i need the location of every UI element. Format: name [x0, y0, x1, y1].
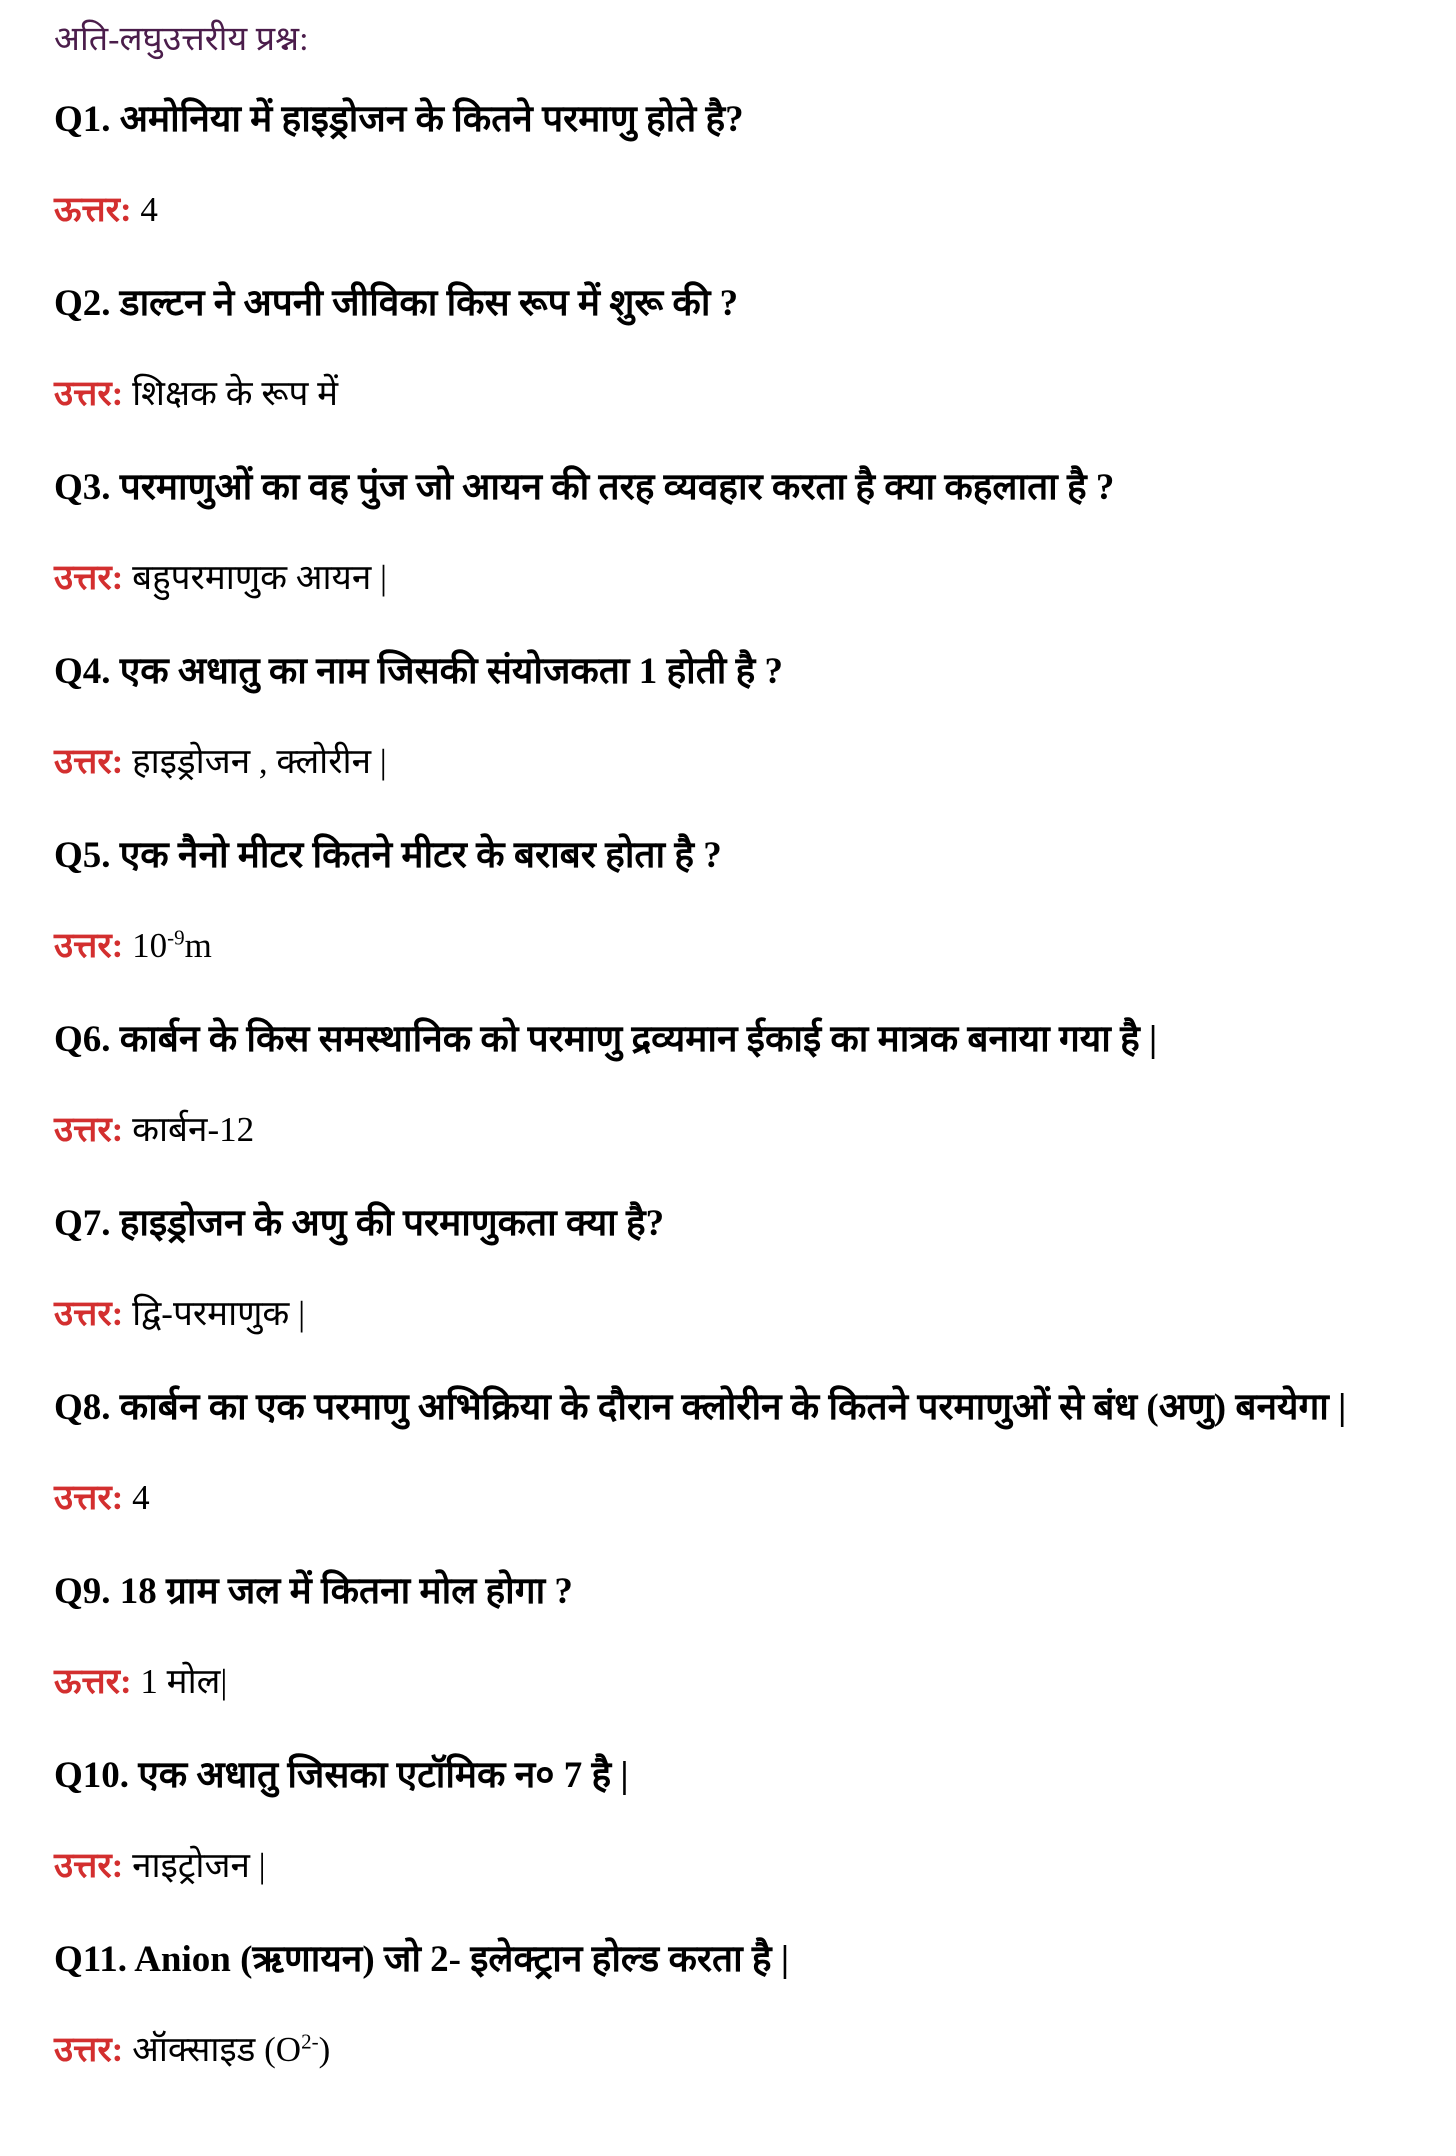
qa-item	[54, 1384, 1444, 1520]
answer-text: 4	[123, 1478, 150, 1517]
answer-label: उत्तर:	[54, 374, 124, 413]
answer-base: ऑक्साइड (O	[123, 2030, 302, 2069]
qa-item	[54, 1752, 1444, 1888]
answer-text	[123, 926, 211, 965]
answer-text: शिक्षक के रूप में	[123, 374, 339, 413]
answer-label: उत्तर:	[54, 926, 124, 965]
question-text: Q10. एक अधातु जिसका एटॉमिक न० 7 है |	[54, 1755, 629, 1796]
answer-text: बहुपरमाणुक आयन |	[123, 558, 388, 597]
question-text: Q7. हाइड्रोजन के अणु की परमाणुकता क्या है?	[54, 1203, 665, 1244]
answer-line	[54, 1476, 1444, 1520]
answer-text: 4	[131, 190, 158, 229]
answer-text: द्वि-परमाणुक |	[123, 1294, 306, 1333]
qa-item	[54, 1936, 1444, 2072]
question-text: Q6. कार्बन के किस समस्थानिक को परमाणु द्रव्यमान ईकाई का मात्रक बनाया गया है |	[54, 1019, 1158, 1060]
qa-item	[54, 464, 1444, 600]
qa-item	[54, 1016, 1444, 1152]
qa-item	[54, 1200, 1444, 1336]
question-text: Q8. कार्बन का एक परमाणु अभिक्रिया के दौरान क्लोरीन के कितने परमाणुओं से बंध (अणु) बनयेगा |	[54, 1387, 1347, 1428]
answer-line	[54, 1844, 1444, 1888]
question-text: Q4. एक अधातु का नाम जिसकी संयोजकता 1 होती है ?	[54, 651, 784, 692]
answer-label: ऊत्तर:	[54, 190, 132, 229]
answer-label: उत्तर:	[54, 1846, 124, 1885]
answer-line	[54, 188, 1444, 232]
question-text: Q2. डाल्टन ने अपनी जीविका किस रूप में शुरू की ?	[54, 283, 739, 324]
answer-line	[54, 556, 1444, 600]
answer-label: उत्तर:	[54, 2030, 124, 2069]
question-text: Q9. 18 ग्राम जल में कितना मोल होगा ?	[54, 1571, 573, 1612]
answer-line	[54, 924, 1444, 968]
qa-item	[54, 1568, 1444, 1704]
question-text: Q1. अमोनिया में हाइड्रोजन के कितने परमाणु होते है?	[54, 99, 744, 140]
qa-item	[54, 280, 1444, 416]
answer-line	[54, 2028, 1444, 2072]
qa-item	[54, 832, 1444, 968]
answer-label: उत्तर:	[54, 1478, 124, 1517]
answer-label: उत्तर:	[54, 742, 124, 781]
answer-text	[123, 2030, 330, 2069]
section-heading: अति-लघुउत्तरीय प्रश्न:	[54, 21, 309, 58]
answer-line	[54, 372, 1444, 416]
answer-unit: )	[318, 2030, 331, 2069]
qa-list	[54, 96, 1444, 2120]
answer-label: ऊत्तर:	[54, 1662, 132, 1701]
qa-item	[54, 96, 1444, 232]
answer-label: उत्तर:	[54, 1294, 124, 1333]
answer-charge: 2-	[301, 2029, 319, 2054]
answer-text: कार्बन-12	[123, 1110, 255, 1149]
answer-label: उत्तर:	[54, 1110, 124, 1149]
answer-exponent: -9	[167, 925, 185, 950]
answer-line	[54, 740, 1444, 784]
answer-text: नाइट्रोजन |	[123, 1846, 266, 1885]
answer-line	[54, 1292, 1444, 1336]
answer-base: 10	[123, 926, 168, 965]
answer-unit: m	[184, 926, 212, 965]
answer-text: 1 मोल|	[131, 1662, 228, 1701]
question-text: Q5. एक नैनो मीटर कितने मीटर के बराबर होता है ?	[54, 835, 722, 876]
answer-label: उत्तर:	[54, 558, 124, 597]
answer-text: हाइड्रोजन , क्लोरीन |	[123, 742, 387, 781]
question-text: Q11. Anion (ऋणायन) जो 2- इलेक्ट्रान होल्ड करता है |	[54, 1939, 789, 1980]
answer-line	[54, 1108, 1444, 1152]
answer-line	[54, 1660, 1444, 1704]
question-text: Q3. परमाणुओं का वह पुंज जो आयन की तरह व्यवहार करता है क्या कहलाता है ?	[54, 467, 1115, 508]
qa-item	[54, 648, 1444, 784]
